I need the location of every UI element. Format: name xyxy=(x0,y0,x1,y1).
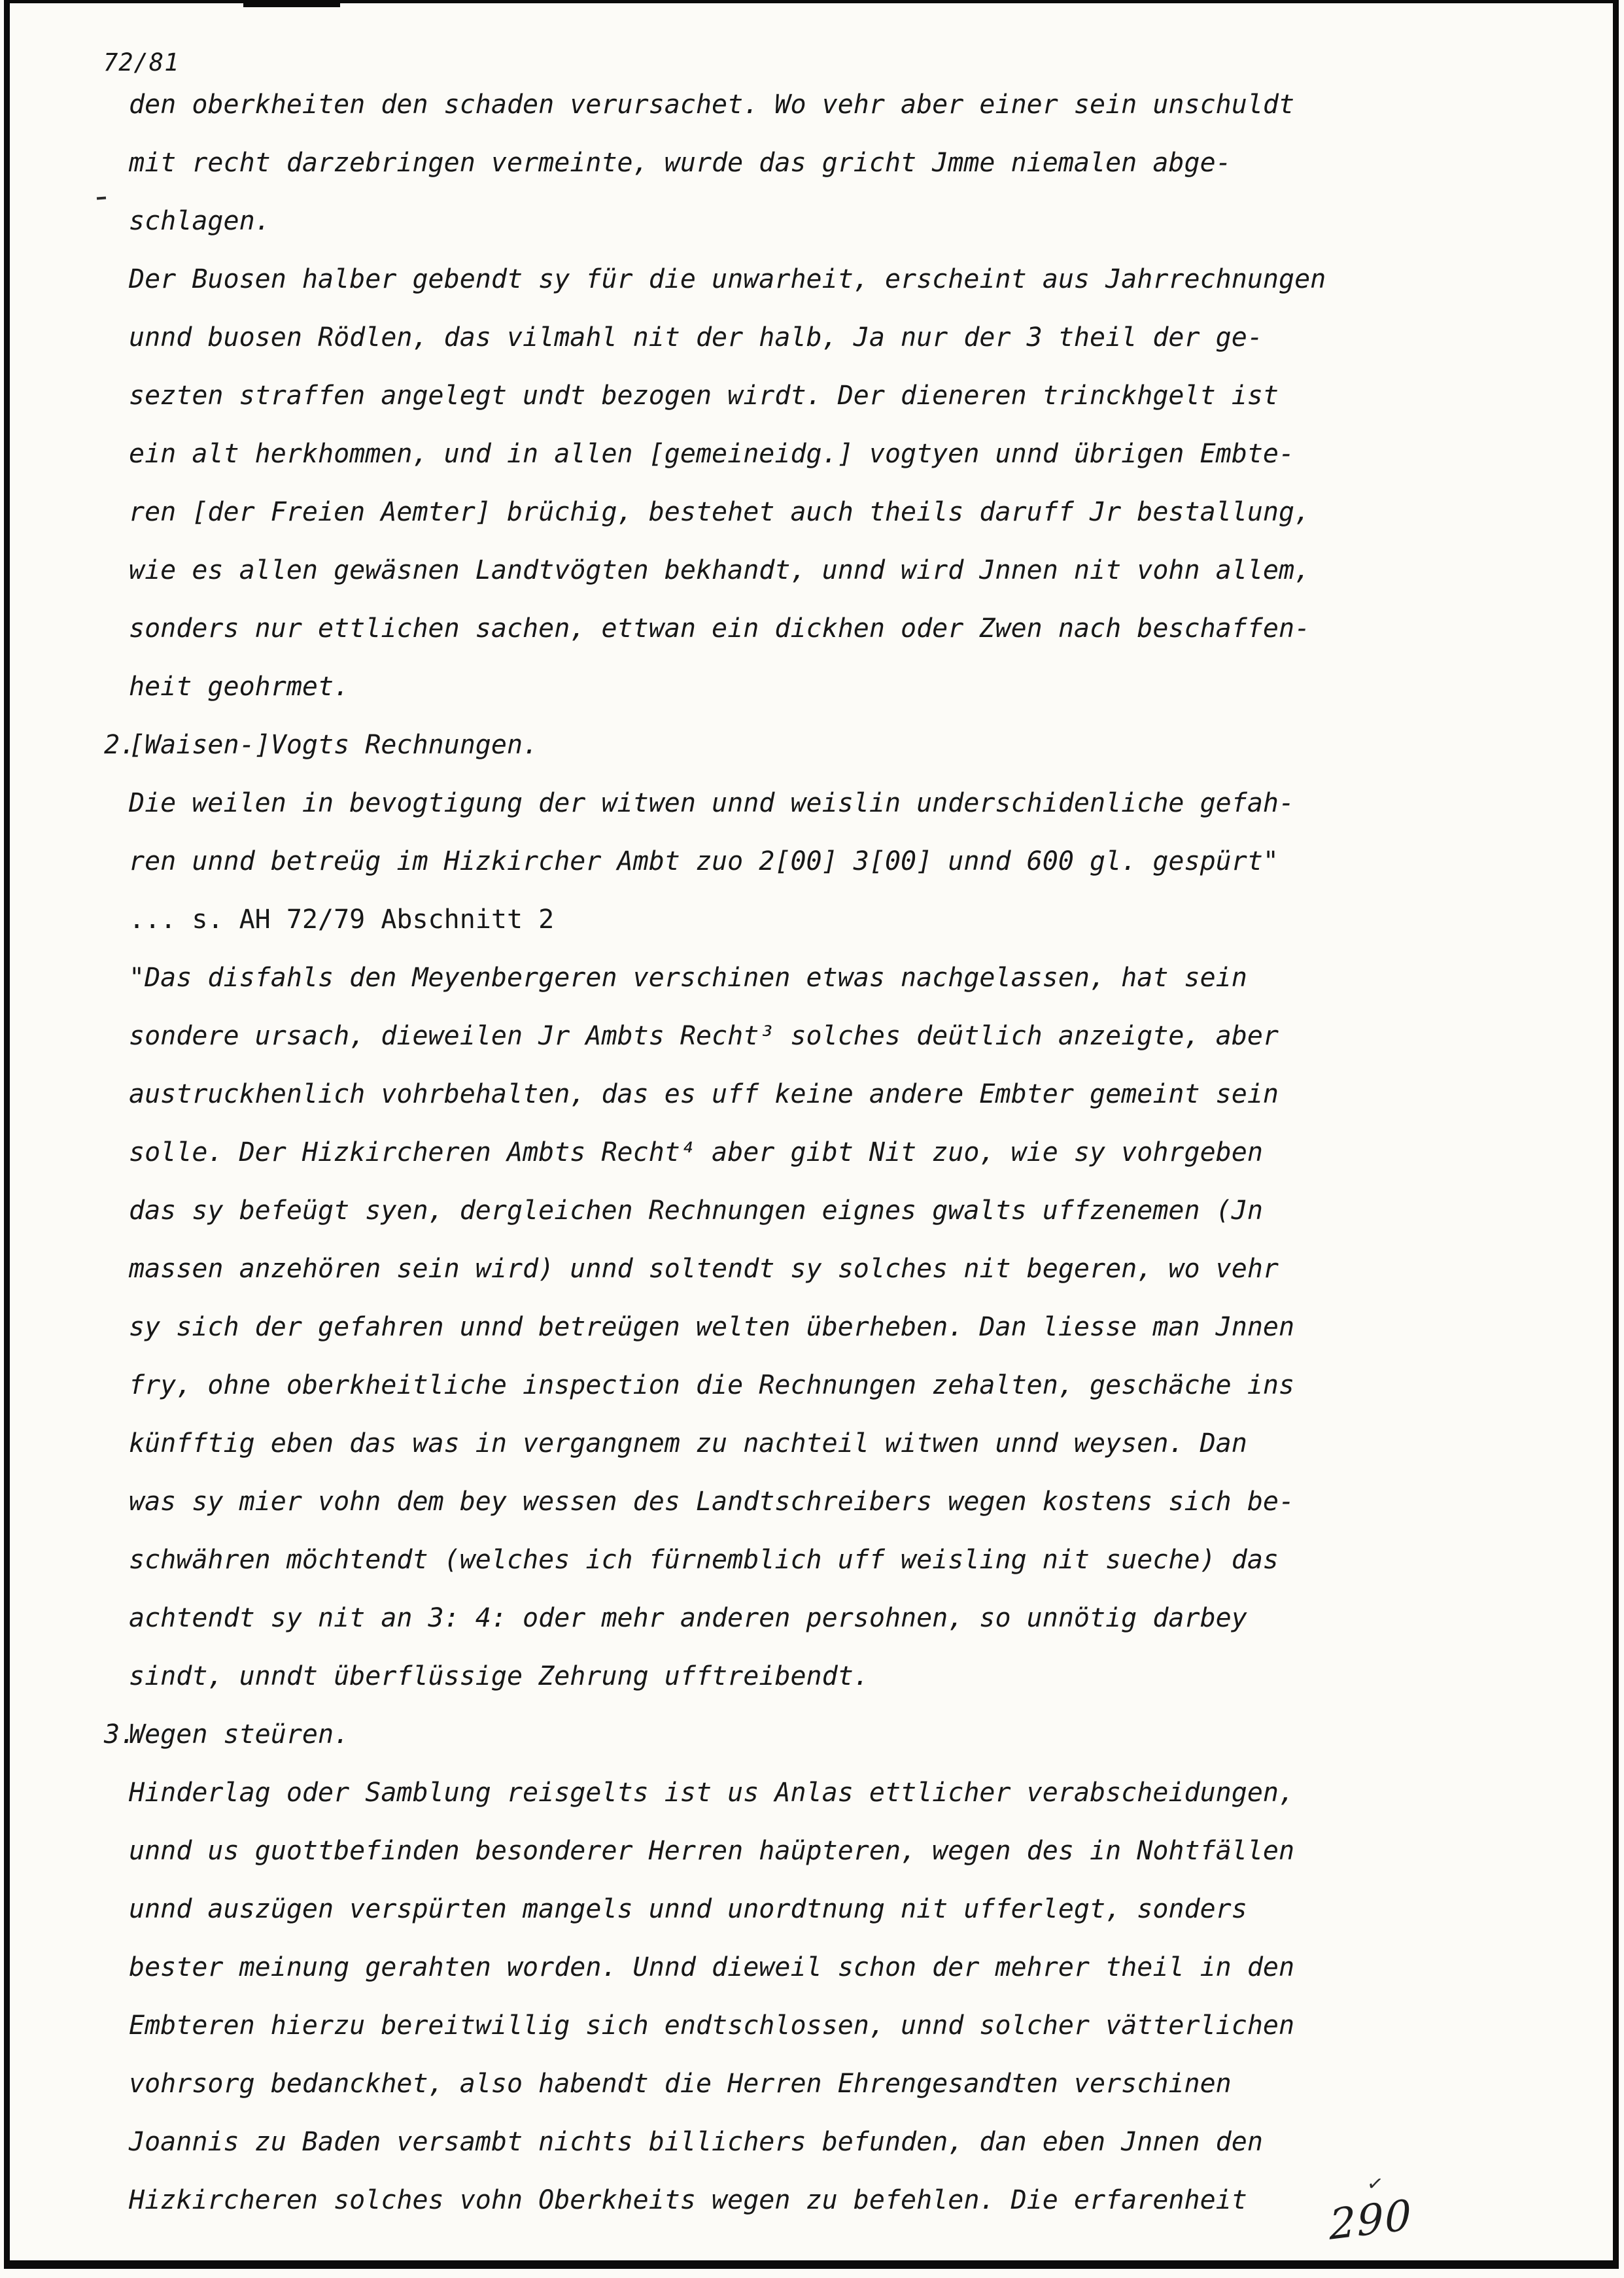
text-line-content: künfftig eben das was in vergangnem zu nachteil witwen unnd weysen. Dan xyxy=(129,1428,1247,1458)
text-line-content: sondere ursach, dieweilen Jr Ambts Recht³ solches deütlich anzeigte, aber xyxy=(129,1021,1279,1051)
text-line xyxy=(129,1473,1476,1531)
text-line-content: das sy befeügt syen, dergleichen Rechnungen eignes gwalts uffzenemen (Jn xyxy=(129,1196,1263,1226)
text-line-content: fry, ohne oberkheitliche inspection die Rechnungen zehalten, geschäche ins xyxy=(129,1370,1295,1400)
text-line-content: ren [der Freien Aemter] brüchig, bestehet auch theils daruff Jr bestallung, xyxy=(129,497,1311,527)
text-line xyxy=(129,1822,1476,1880)
text-line xyxy=(129,1764,1476,1822)
list-marker: 2. xyxy=(104,730,136,760)
text-line-content: unnd buosen Rödlen, das vilmahl nit der halb, Ja nur der 3 theil der ge- xyxy=(129,322,1263,353)
text-line xyxy=(129,425,1476,483)
text-line xyxy=(129,367,1476,425)
text-line xyxy=(129,891,1476,949)
text-line-content: mit recht darzebringen vermeinte, wurde das gricht Jmme niemalen abge- xyxy=(129,148,1232,178)
text-line-content: den oberkheiten den schaden verursachet. Wo vehr aber einer sein unschuldt xyxy=(129,90,1295,120)
text-line-content: Embteren hierzu bereitwillig sich endtschlossen, unnd solcher vätterlichen xyxy=(129,2011,1295,2041)
text-line-content: "Das disfahls den Meyenbergeren verschinen etwas nachgelassen, hat sein xyxy=(129,963,1247,993)
text-line xyxy=(129,134,1476,192)
margin-dash-mark xyxy=(97,197,106,200)
text-line xyxy=(129,658,1476,716)
document-body xyxy=(104,76,1476,2230)
text-line-content: sindt, unndt überflüssige Zehrung ufftreibendt. xyxy=(129,1661,869,1691)
text-line-content: ... s. AH 72/79 Abschnitt 2 xyxy=(129,905,555,935)
text-line-content: Hizkircheren solches vohn Oberkheits wegen zu befehlen. Die erfarenheit xyxy=(129,2185,1247,2215)
text-line-content: unnd auszügen verspürten mangels unnd unordtnung nit ufferlegt, sonders xyxy=(129,1894,1247,1924)
text-line xyxy=(129,1298,1476,1356)
text-line xyxy=(129,1880,1476,1939)
text-line xyxy=(129,2055,1476,2113)
handwritten-checkmark: ✓ xyxy=(1365,2171,1385,2197)
text-line xyxy=(129,1648,1476,1706)
text-line-content: schwähren möchtendt (welches ich fürnemblich uff weisling nit sueche) das xyxy=(129,1545,1279,1575)
text-line-content: was sy mier vohn dem bey wessen des Landtschreibers wegen kostens sich be- xyxy=(129,1487,1295,1517)
text-line-content: ren unnd betreüg im Hizkircher Ambt zuo 2[00] 3[00] unnd 600 gl. gespürt" xyxy=(129,846,1279,876)
text-line-content: massen anzehören sein wird) unnd soltendt sy solches nit begeren, wo vehr xyxy=(129,1254,1279,1284)
text-line-content: Joannis zu Baden versambt nichts billichers befunden, dan eben Jnnen den xyxy=(129,2127,1263,2157)
text-line xyxy=(129,774,1476,833)
text-line xyxy=(129,250,1476,309)
text-line-content: vohrsorg bedanckhet, also habendt die Herren Ehrengesandten verschinen xyxy=(129,2069,1232,2099)
text-line xyxy=(129,1065,1476,1124)
text-line-content: austruckhenlich vohrbehalten, das es uff keine andere Embter gemeint sein xyxy=(129,1079,1279,1109)
text-line xyxy=(129,1997,1476,2055)
handwritten-page-number: 290 xyxy=(1328,2190,1413,2251)
text-line xyxy=(129,2113,1476,2171)
text-line-content: Wegen steüren. xyxy=(129,1719,350,1750)
text-line xyxy=(129,2171,1476,2230)
text-line xyxy=(129,192,1476,250)
text-line xyxy=(129,1240,1476,1298)
text-line-content: sezten straffen angelegt undt bezogen wirdt. Der dieneren trinckhgelt ist xyxy=(129,381,1279,411)
text-line xyxy=(129,1007,1476,1065)
text-line xyxy=(129,542,1476,600)
text-line xyxy=(129,1356,1476,1415)
text-line-content: wie es allen gewäsnen Landtvögten bekhandt, unnd wird Jnnen nit vohn allem, xyxy=(129,555,1311,585)
list-marker: 3. xyxy=(104,1719,136,1750)
text-line xyxy=(129,1939,1476,1997)
text-line xyxy=(129,1182,1476,1240)
text-line-content: [Waisen-]Vogts Rechnungen. xyxy=(129,730,539,760)
text-line-content: ein alt herkhommen, und in allen [gemeineidg.] vogtyen unnd übrigen Embte- xyxy=(129,439,1295,469)
page-number: 72/81 xyxy=(103,48,180,77)
text-line xyxy=(129,1415,1476,1473)
text-line-content: solle. Der Hizkircheren Ambts Recht⁴ aber gibt Nit zuo, wie sy vohrgeben xyxy=(129,1137,1263,1167)
text-line-content: heit geohrmet. xyxy=(129,672,350,702)
text-line xyxy=(129,1124,1476,1182)
text-line-content: bester meinung gerahten worden. Unnd dieweil schon der mehrer theil in den xyxy=(129,1952,1295,1982)
text-line xyxy=(129,76,1476,134)
text-line-content: schlagen. xyxy=(129,206,271,236)
text-line-content: sonders nur ettlichen sachen, ettwan ein dickhen oder Zwen nach beschaffen- xyxy=(129,613,1311,644)
text-line-content: Die weilen in bevogtigung der witwen unnd weislin underschidenliche gefah- xyxy=(129,788,1295,818)
text-line xyxy=(129,949,1476,1007)
text-line-content: Der Buosen halber gebendt sy für die unwarheit, erscheint aus Jahrrechnungen xyxy=(129,264,1326,294)
text-line xyxy=(129,833,1476,891)
text-line xyxy=(104,716,1476,774)
text-line-content: Hinderlag oder Samblung reisgelts ist us Anlas ettlicher verabscheidungen, xyxy=(129,1778,1295,1808)
text-line xyxy=(104,1706,1476,1764)
scan-artifact-top xyxy=(243,2,340,7)
text-line xyxy=(129,309,1476,367)
text-line-content: sy sich der gefahren unnd betreügen welten überheben. Dan liesse man Jnnen xyxy=(129,1312,1295,1342)
text-line-content: achtendt sy nit an 3: 4: oder mehr anderen persohnen, so unnötig darbey xyxy=(129,1603,1247,1633)
text-line-content: unnd us guottbefinden besonderer Herren haüpteren, wegen des in Nohtfällen xyxy=(129,1836,1295,1866)
text-line xyxy=(129,483,1476,542)
text-line xyxy=(129,1531,1476,1589)
text-line xyxy=(129,1589,1476,1648)
text-line xyxy=(129,600,1476,658)
